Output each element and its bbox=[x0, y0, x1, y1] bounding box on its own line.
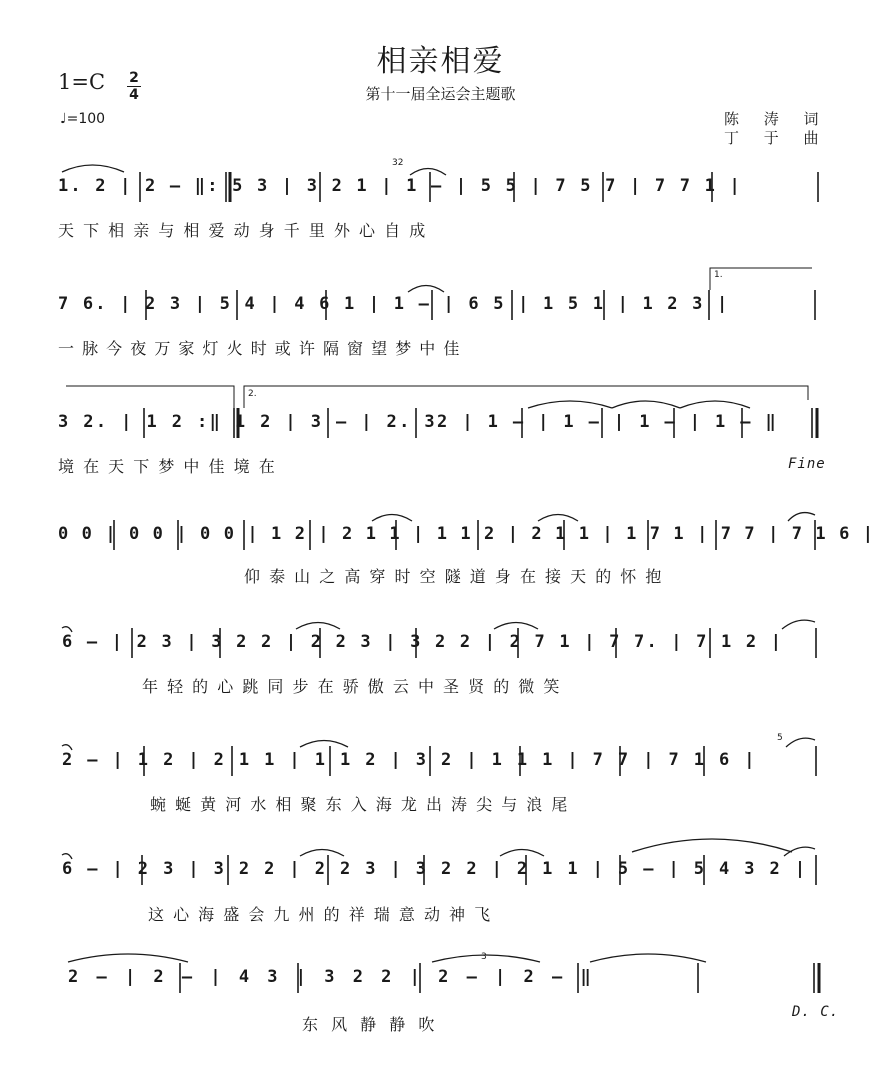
triplet-marker: 3 bbox=[481, 952, 487, 962]
lyrics-line-7: 这 心 海 盛 会 九 州 的 祥 瑞 意 动 神 飞 bbox=[148, 905, 493, 924]
lyrics-line-6: 蜿 蜒 黄 河 水 相 聚 东 入 海 龙 出 涛 尖 与 浪 尾 bbox=[150, 795, 570, 814]
tempo-marking: ♩=100 bbox=[60, 111, 106, 127]
song-subtitle: 第十一届全运会主题歌 bbox=[365, 85, 516, 103]
lyrics-line-5: 年 轻 的 心 跳 同 步 在 骄 傲 云 中 圣 贤 的 微 笑 bbox=[142, 677, 562, 696]
grace-note-line-6: 5 bbox=[777, 733, 783, 743]
notes-line-7: 6 – | 2 3 | 3 2 2 | 2 2 3 | 3 2 2 | 2 1 1 | 5 – | 5 4 3 2 | bbox=[62, 859, 808, 879]
notes-line-2: 7 6. | 2 3 | 5 4 | 4 6 1 | 1 – | 6 5 | 1 5 1 | 1 2 3 | bbox=[58, 294, 730, 314]
volta-1-label: 1. bbox=[714, 270, 723, 280]
time-signature-bottom: 4 bbox=[129, 87, 139, 103]
notes-line-4: 0 0 | 0 0 | 0 0 | 1 2 | 2 1 1 | 1 1 2 | 2 1 1 | 1 7 1 | 7 7 | 7 1 6 | bbox=[58, 524, 875, 544]
lyrics-line-8: 东 风 静 静 吹 bbox=[302, 1015, 439, 1034]
notes-line-8: 2 – | 2 – | 4 3 | 3 2 2 | 2 – | 2 – ‖ bbox=[68, 967, 595, 987]
lyricist-credit: 陈 涛 词 bbox=[724, 110, 829, 128]
notes-line-3: 3 2. | 1 2 :‖ 1 2 | 3 – | 2. 32 | 1 – | 1 – | 1 – | 1 – ‖ bbox=[58, 412, 779, 432]
notes-line-6: 2 – | 1 2 | 2 1 1 | 1 1 2 | 3 2 | 1 1 1 | 7 7 | 7 1 6 | bbox=[62, 750, 757, 770]
volta-2-label: 2. bbox=[248, 389, 257, 399]
key-signature: 1=C bbox=[58, 70, 106, 94]
lyrics-line-2: 一 脉 今 夜 万 家 灯 火 时 或 许 隔 窗 望 梦 中 佳 bbox=[58, 339, 461, 358]
time-signature-top: 2 bbox=[129, 70, 139, 86]
composer-credit: 丁 于 曲 bbox=[724, 129, 829, 147]
fine-marking: Fine bbox=[788, 456, 826, 472]
notes-line-5: 6 – | 2 3 | 3 2 2 | 2 2 3 | 3 2 2 | 2 7 1 | 7 7. | 7 1 2 | bbox=[62, 632, 784, 652]
song-title: 相亲相爱 bbox=[376, 44, 505, 79]
lyrics-line-3: 境 在 天 下 梦 中 佳 境 在 bbox=[58, 457, 277, 476]
grace-note-line-1: 32 bbox=[392, 158, 404, 168]
lyrics-line-1: 天 下 相 亲 与 相 爱 动 身 千 里 外 心 自 成 bbox=[58, 221, 428, 240]
lyrics-line-4: 仰 泰 山 之 高 穿 时 空 隧 道 身 在 接 天 的 怀 抱 bbox=[244, 567, 664, 586]
notes-line-1: 1. 2 | 2 – ‖: 5 3 | 3 2 1 | 1 – | 5 5 | 7 5 7 | 7 7 1 | bbox=[58, 176, 742, 196]
dc-marking: D. C. bbox=[792, 1004, 840, 1020]
